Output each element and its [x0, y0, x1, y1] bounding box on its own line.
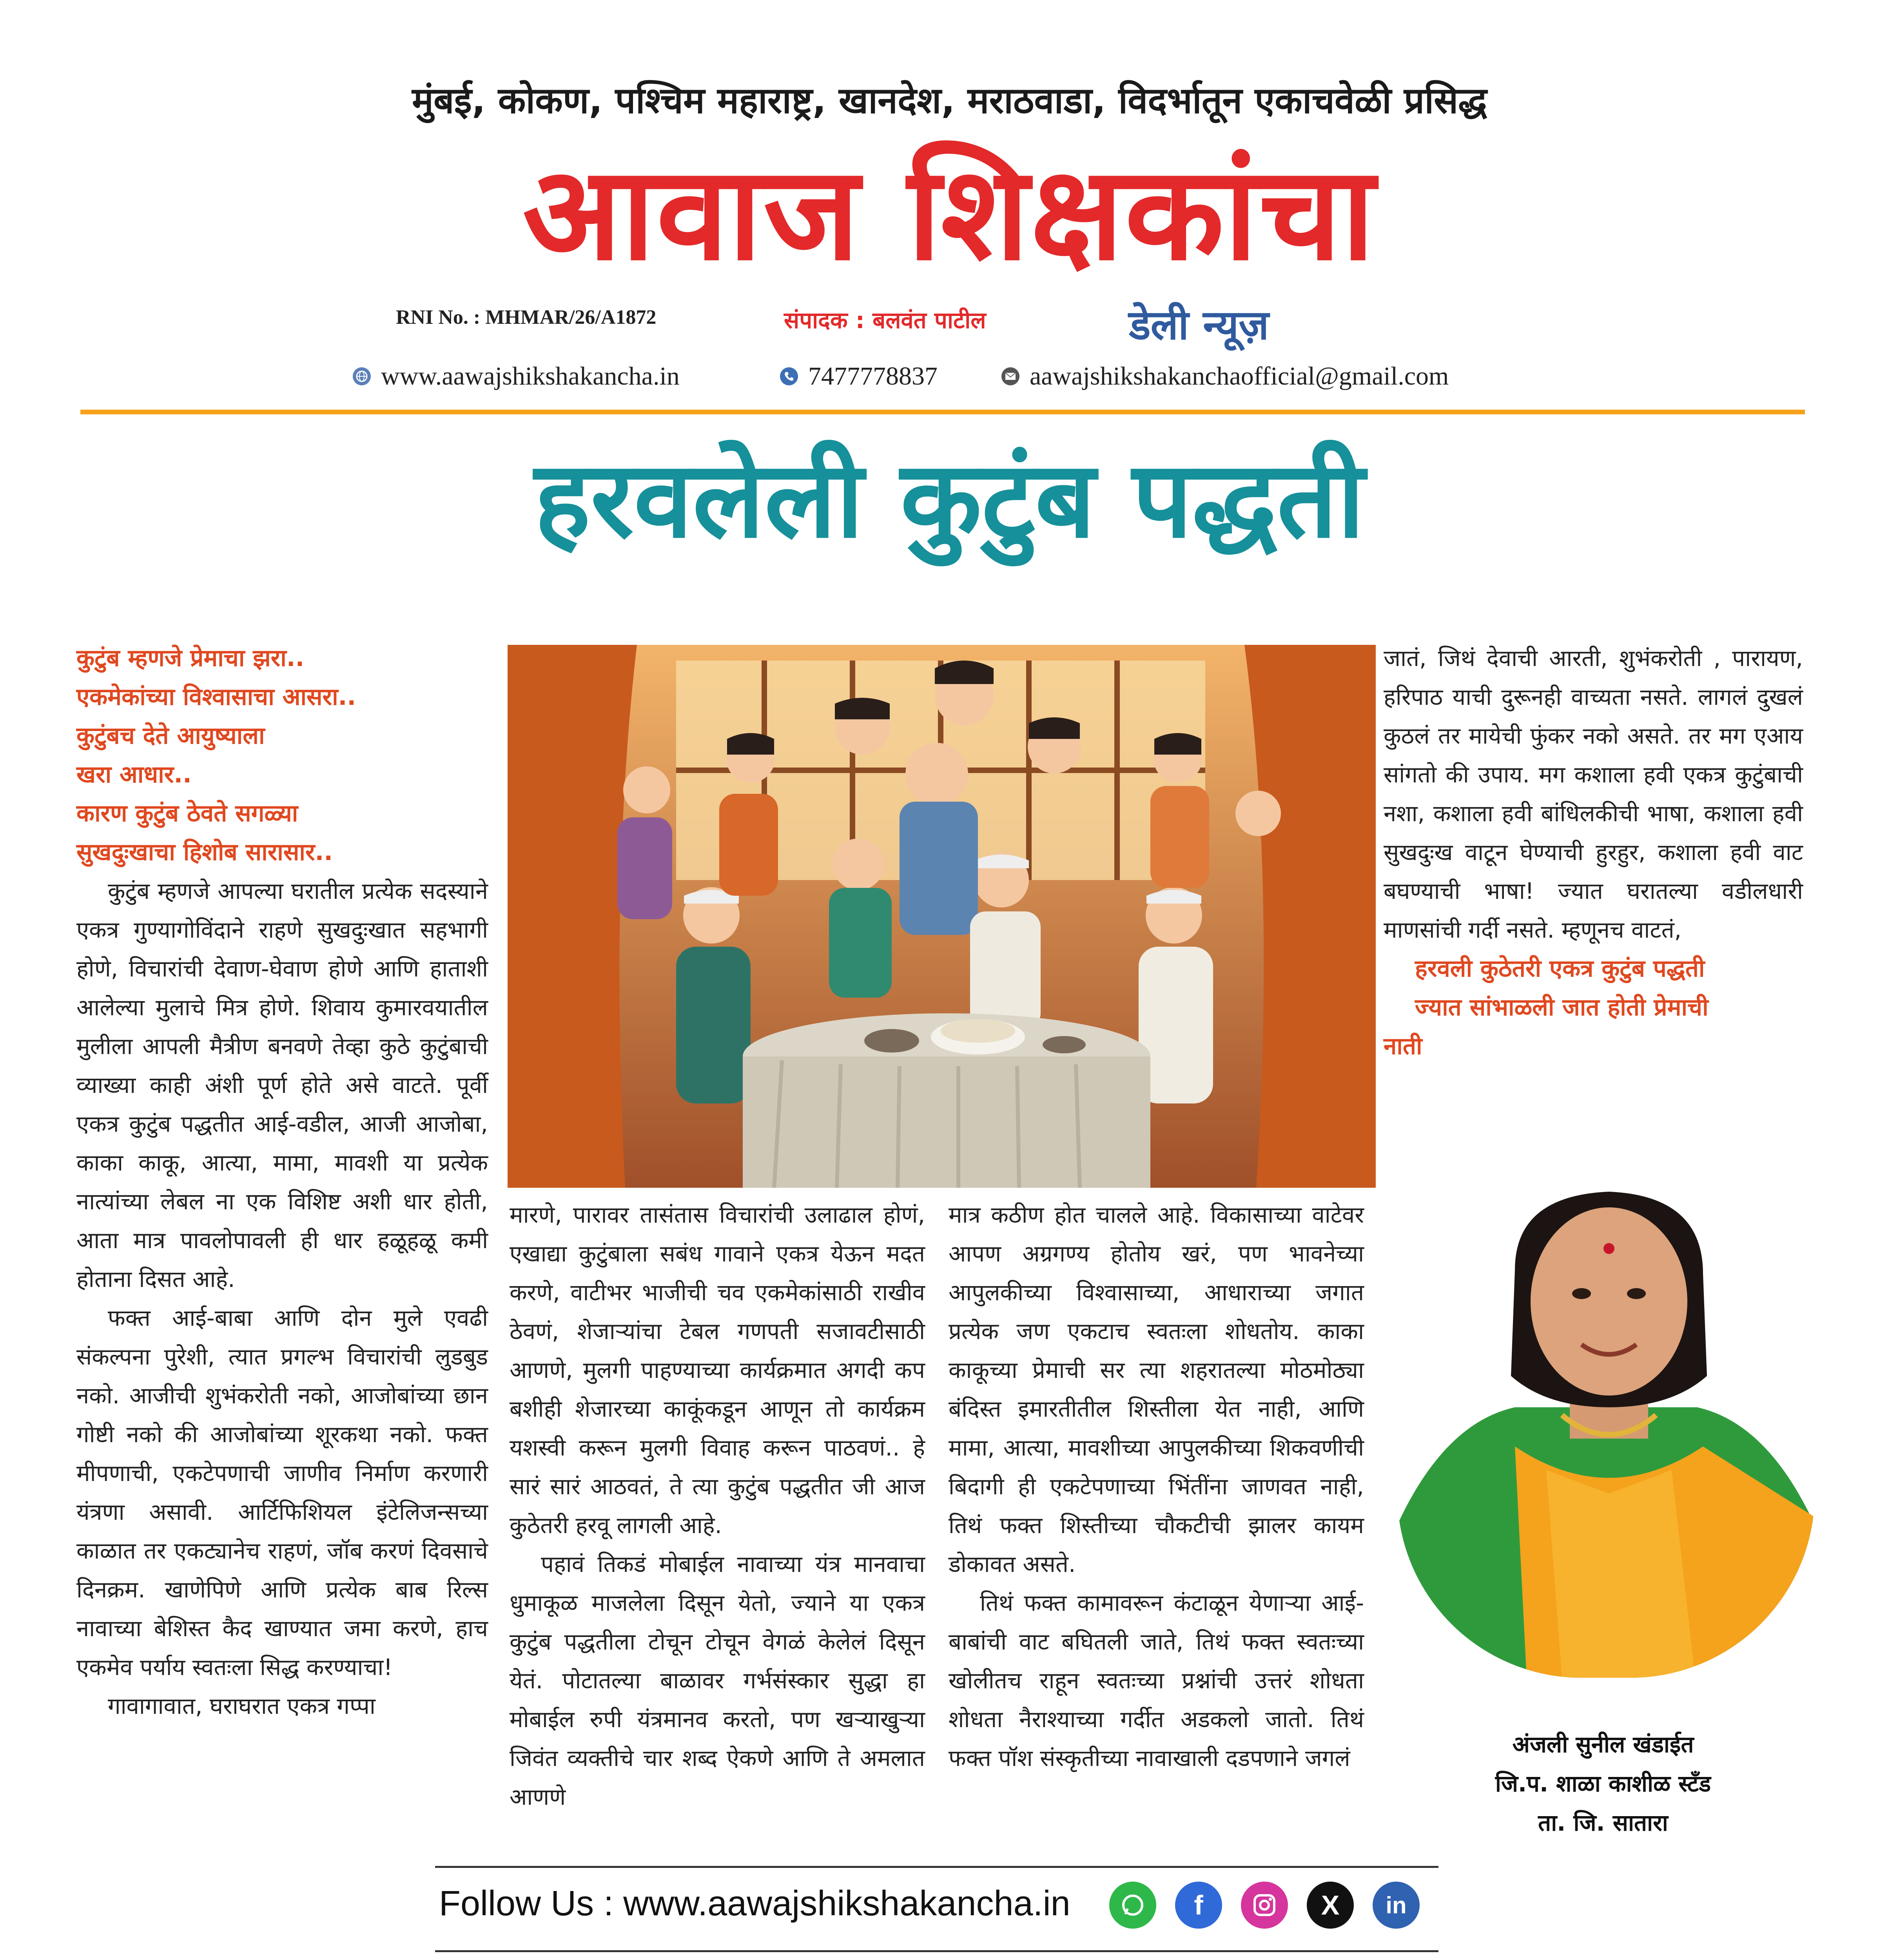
- header-divider: [80, 410, 1805, 414]
- footer-rule-bottom: [435, 1950, 1438, 1952]
- article-column-2: [510, 1196, 925, 1817]
- website-contact[interactable]: [353, 361, 680, 392]
- edition-label: डेली न्यूज़: [1129, 301, 1269, 349]
- instagram-icon[interactable]: [1241, 1882, 1288, 1929]
- email-text: aawajshikshakanchaofficial@gmail.com: [1030, 362, 1449, 390]
- paragraph: फक्त आई-बाबा आणि दोन मुले एवढी संकल्पना पुरेशी, त्यात प्रगल्भ विचारांची लुडबुड नको. आजीची शुभंकरोती नको, आजोबांच्या छान गोष्टी नको की आजोबांच्या शूरकथा नको. फक्त मीपणाची, एकटेपणाची जाणीव निर्माण करणारी यंत्रणा असावी. आर्टिफिशियल इंटेलिजन्सच्या काळात तर एकट्यानेच राहणं, जॉब करणं दिवसाचे दिनक्रम. खाणेपिणे आणि प्रत्येक बाब रिल्स नावाच्या बेशिस्त कैद खाण्यात जमा करणे, हाच एकमेव पर्याय स्वतःला सिद्ध करण्याचा!: [76, 1305, 488, 1681]
- paragraph: मात्र कठीण होत चालले आहे. विकासाच्या वाटेवर आपण अग्रगण्य होतोय खरं, पण भावनेच्या आपुलकीच्या विश्वासाच्या, आधाराच्या जगात प्रत्येक जण एकटाच स्वतःला शोधतोय. काका काकूच्या प्रेमाची सर त्या शहरातल्या मोठमोठ्या बंदिस्त इमारतीतील शिस्तीला येत नाही, आणि मामा, आत्या, मावशीच्या आपुलकीच्या शिकवणीची बिदागी ही एकटेपणाच्या भिंतींना जाणवत नाही, तिथं फक्त शिस्तीच्या चौकटीची झालर कायम डोकावत असते.: [949, 1201, 1364, 1577]
- paragraph: कुटुंब म्हणजे आपल्या घरातील प्रत्येक सदस्याने एकत्र गुण्यागोविंदाने राहणे सुखदुःखात सहभागी होणे, विचारांची देवाण-घेवाण होणे आणि हाताशी आलेल्या मुलाचे मित्र होणे. शिवाय कुमारवयातील मुलीला आपली मैत्रीण बनवणे तेव्हा कुठे कुटुंबाची व्याख्या काही अंशी पूर्ण होते असे वाटते. पूर्वी एकत्र कुटुंब पद्धतीत आई-वडील, आजी आजोबा, काका काकू, आत्या, मामा, मावशी या प्रत्येक नात्यांच्या लेबल ना एक विशिष्ट अशी धार होती, आता मात्र पावलोपावली ही धार हळूहळू कमी होताना दिसत आहे.: [76, 878, 488, 1292]
- poem-line: कुटुंब म्हणजे प्रेमाचा झरा..: [76, 644, 305, 672]
- paragraph: मारणे, पारावर तासंतास विचारांची उलाढाल होणं, एखाद्या कुटुंबाला सबंध गावाने एकत्र येऊन मदत करणे, वाटीभर भाजीची चव एकमेकांसाठी राखीव ठेवणं, शेजाऱ्यांचा टेबल गणपती सजावटीसाठी आणणे, मुलगी पाहण्याच्या कार्यक्रमात अगदी कप बशीही शेजारच्या काकूंकडून आणून तो कार्यक्रम यशस्वी करून मुलगी विवाह करून पाठवणं.. हे सारं सारं आठवतं, ते त्या कुटुंब पद्धतीत जी आज कुठेतरी हरवू लागली आहे.: [510, 1201, 925, 1539]
- facebook-icon[interactable]: f: [1175, 1882, 1222, 1929]
- phone-text: 7477778837: [808, 362, 938, 390]
- poem-line: ज्यात सांभाळली जात होती प्रेमाची: [1415, 994, 1709, 1021]
- article-column-1: [76, 639, 488, 1726]
- closing-poem: [1384, 949, 1803, 1066]
- editor-credit: संपादक : बलवंत पाटील: [784, 307, 986, 334]
- article-column-4: [1384, 639, 1803, 1066]
- article-headline: हरवलेली कुटुंब पद्धती: [534, 438, 1365, 561]
- paragraph: जातं, जिथं देवाची आरती, शुभंकरोती , पारायण, हरिपाठ याची दुरूनही वाच्यता नसते. लागलं दुखलं कुठलं तर मायेची फुंकर नको असते. तर मग एआय सांगतो की उपाय. मग कशाला हवी एकत्र कुटुंबाची नशा, कशाला हवी बांधिलकीची भाषा, कशाला हवी सुखदुःख वाटून घेण्याची हुरहुर, कशाला हवी वाट बघण्याची भाषा! ज्यात घरातल्या वडीलधारी माणसांची गर्दी नसते. म्हणूनच वाटतं,: [1384, 645, 1803, 943]
- regions-tagline: मुंबई, कोकण, पश्चिम महाराष्ट्र, खानदेश, मराठवाडा, विदर्भातून एकाचवेळी प्रसिद्ध: [412, 80, 1487, 122]
- footer-rule-top: [435, 1866, 1438, 1868]
- rni-number: RNI No. : MHMAR/26/A1872: [396, 306, 657, 328]
- opening-poem: [76, 639, 488, 872]
- poem-line: एकमेकांच्या विश्वासाचा आसरा..: [76, 683, 356, 711]
- poem-line: नाती: [1384, 1033, 1422, 1060]
- poem-line: खरा आधार..: [76, 761, 192, 788]
- paragraph: पहावं तिकडं मोबाईल नावाच्या यंत्र मानवाचा धुमाकूळ माजलेला दिसून येतो, ज्याने या एकत्र कुटुंब पद्धतीला टोचून टोचून वेगळं केलेलं दिसून येतं. पोटातल्या बाळावर गर्भसंस्कार सुद्धा हा मोबाईल रुपी यंत्रमानव करतो, पण खऱ्याखुऱ्या जिवंत व्यक्तीचे चार शब्द ऐकणे आणि ते अमलात आणणे: [510, 1551, 925, 1810]
- linkedin-icon[interactable]: in: [1373, 1882, 1420, 1929]
- author-school: जि.प. शाळा काशीळ स्टँड: [1495, 1770, 1711, 1797]
- follow-us-link[interactable]: Follow Us : www.aawajshikshakancha.in: [439, 1884, 1070, 1923]
- family-illustration: [508, 645, 1376, 1188]
- poem-line: हरवली कुठेतरी एकत्र कुटुंब पद्धती: [1415, 955, 1705, 982]
- author-place: ता. जि. सातारा: [1538, 1809, 1668, 1836]
- newspaper-masthead: आवाज शिक्षकांचा: [522, 138, 1377, 289]
- mail-icon: [1001, 367, 1019, 385]
- phone-icon: [780, 367, 798, 385]
- author-photo: [1397, 1172, 1815, 1678]
- author-credit: [1395, 1725, 1811, 1842]
- email-contact[interactable]: [1001, 361, 1449, 392]
- x-icon[interactable]: X: [1307, 1882, 1354, 1929]
- paragraph: गावागावात, घराघरात एकत्र गप्पा: [108, 1693, 375, 1719]
- article-column-3: [949, 1196, 1364, 1778]
- phone-contact[interactable]: [780, 361, 938, 392]
- poem-line: कुटुंबच देते आयुष्याला: [76, 722, 265, 750]
- poem-line: कारण कुटुंब ठेवते सगळ्या: [76, 800, 298, 827]
- poem-line: सुखदुःखाचा हिशोब सारासार..: [76, 838, 333, 866]
- globe-icon: [353, 367, 371, 385]
- website-text: www.aawajshikshakancha.in: [381, 362, 680, 390]
- whatsapp-icon[interactable]: [1109, 1882, 1156, 1929]
- author-name: अंजली सुनील खंडाईत: [1512, 1731, 1694, 1758]
- paragraph: तिथं फक्त कामावरून कंटाळून येणाऱ्या आई-बाबांची वाट बघितली जाते, तिथं फक्त स्वतःच्या खोलीतच राहून स्वतःच्या प्रश्नांची उत्तरं शोधता शोधता नैराश्याच्या गर्दीत अडकलो जातो. तिथं फक्त पॉश संस्कृतीच्या नावाखाली दडपणाने जगलं: [949, 1590, 1364, 1771]
